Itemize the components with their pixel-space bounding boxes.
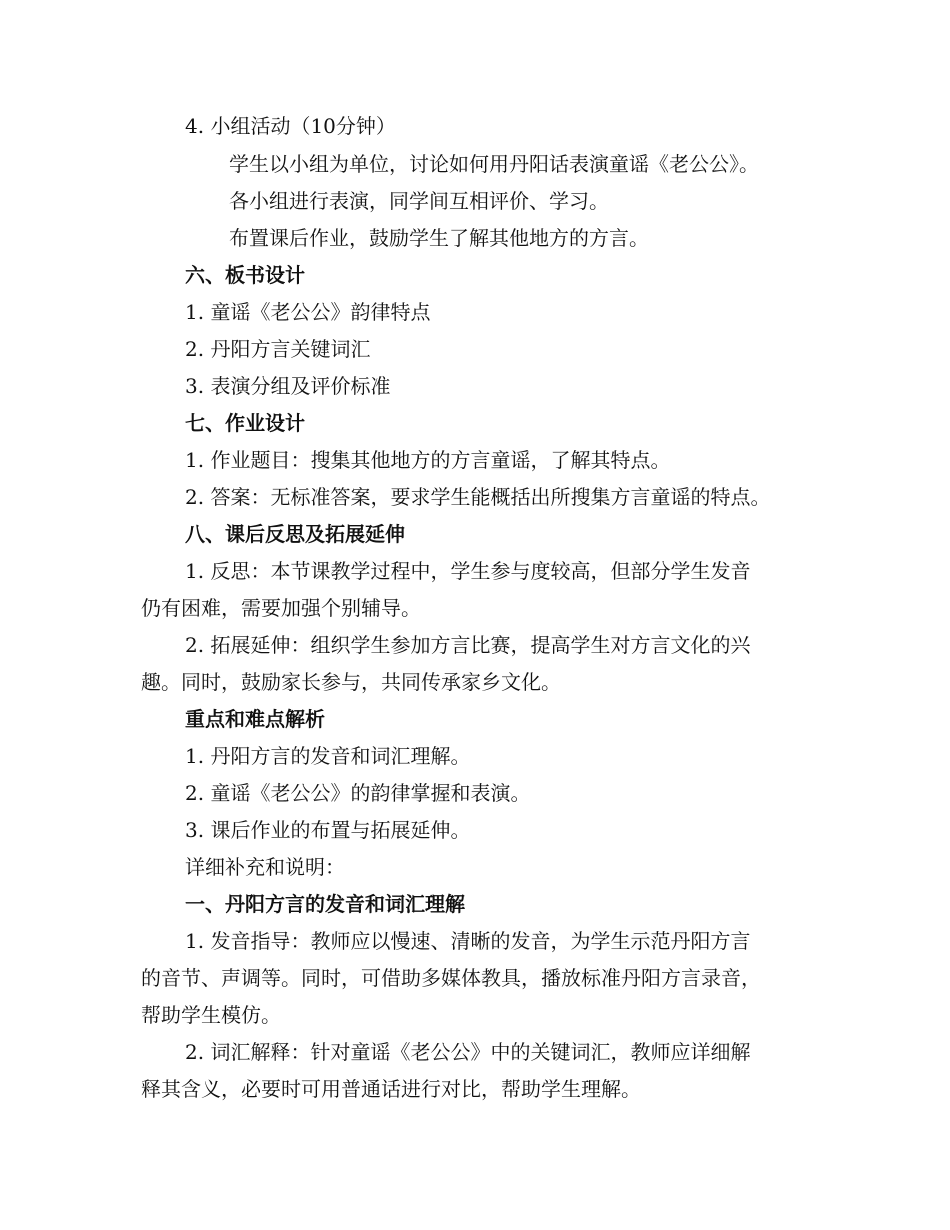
section-heading: 六、板书设计 — [185, 263, 305, 287]
paragraph: 各小组进行表演，同学间互相评价、学习。 — [229, 189, 609, 213]
list-item: 2. 词汇解释：针对童谣《老公公》中的关键词汇，教师应详细解 — [185, 1040, 751, 1064]
list-item: 2. 丹阳方言关键词汇 — [185, 337, 371, 361]
paragraph: 学生以小组为单位，讨论如何用丹阳话表演童谣《老公公》。 — [229, 152, 759, 176]
list-item: 3. 课后作业的布置与拓展延伸。 — [185, 818, 471, 842]
list-item: 1. 作业题目：搜集其他地方的方言童谣，了解其特点。 — [185, 448, 671, 472]
paragraph-continuation: 仍有困难，需要加强个别辅导。 — [141, 596, 421, 620]
list-item: 3. 表演分组及评价标准 — [185, 374, 391, 398]
paragraph: 布置课后作业，鼓励学生了解其他地方的方言。 — [229, 226, 649, 250]
list-item: 2. 答案：无标准答案，要求学生能概括出所搜集方言童谣的特点。 — [185, 485, 771, 509]
paragraph-continuation: 释其含义，必要时可用普通话进行对比，帮助学生理解。 — [141, 1077, 641, 1101]
list-item: 1. 反思：本节课教学过程中，学生参与度较高，但部分学生发音 — [185, 559, 751, 583]
section-heading: 一、丹阳方言的发音和词汇理解 — [185, 892, 465, 916]
list-item: 2. 拓展延伸：组织学生参加方言比赛，提高学生对方言文化的兴 — [185, 633, 751, 657]
list-item: 4. 小组活动（10分钟） — [185, 114, 396, 138]
section-heading: 八、课后反思及拓展延伸 — [185, 522, 405, 546]
list-item: 1. 童谣《老公公》韵律特点 — [185, 300, 431, 324]
paragraph-continuation: 的音节、声调等。同时，可借助多媒体教具，播放标准丹阳方言录音， — [141, 966, 761, 990]
paragraph-continuation: 帮助学生模仿。 — [141, 1003, 281, 1027]
section-heading: 重点和难点解析 — [185, 707, 325, 731]
list-item: 2. 童谣《老公公》的韵律掌握和表演。 — [185, 781, 531, 805]
section-heading: 七、作业设计 — [185, 411, 305, 435]
paragraph: 详细补充和说明： — [185, 855, 345, 879]
list-item: 1. 丹阳方言的发音和词汇理解。 — [185, 744, 471, 768]
list-item: 1. 发音指导：教师应以慢速、清晰的发音，为学生示范丹阳方言 — [185, 929, 751, 953]
paragraph-continuation: 趣。同时，鼓励家长参与，共同传承家乡文化。 — [141, 670, 561, 694]
